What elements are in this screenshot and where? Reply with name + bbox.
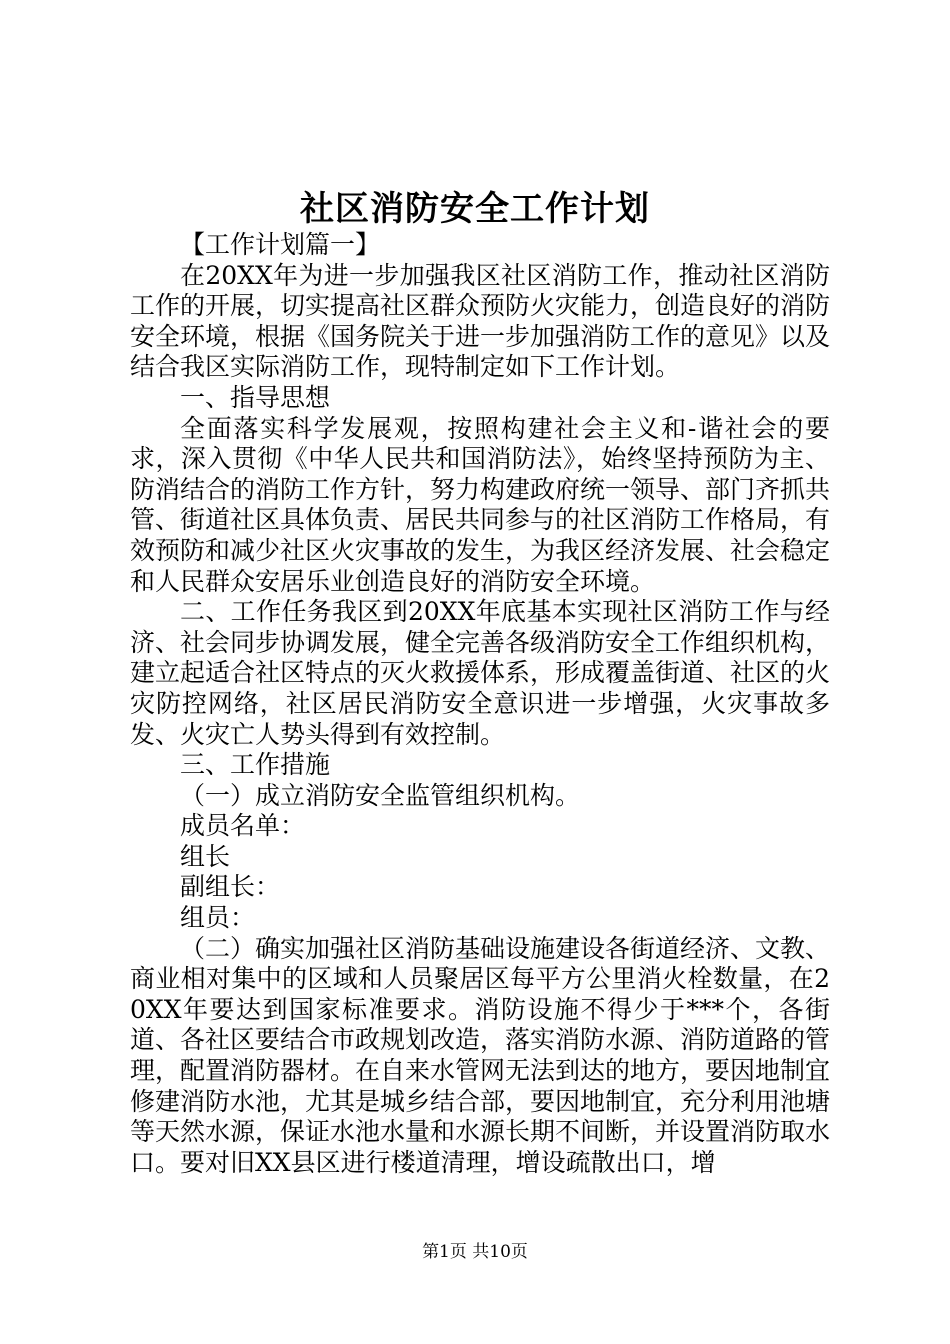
paragraph-work-tasks: 二、工作任务我区到20XX年底基本实现社区消防工作与经济、社会同步协调发展，健全完善各级消防安全工作组织机构，建立起适合社区特点的灭火救援体系，形成覆盖街道、社区的火灾防控网络，社区居民消防安全意识进一步增强，火灾事故多发、火灾亡人势头得到有效控制。: [130, 597, 831, 749]
heading-guiding-ideology: 一、指导思想: [180, 382, 331, 412]
team-member-label: 组员：: [180, 903, 256, 933]
document-title: 社区消防安全工作计划: [300, 189, 650, 229]
deputy-leader-label: 副组长：: [180, 872, 281, 902]
member-list-label: 成员名单：: [180, 811, 306, 841]
item-establish-organization: （一）成立消防安全监管组织机构。: [180, 780, 581, 810]
paragraph-guiding-ideology: 全面落实科学发展观，按照构建社会主义和-谐社会的要求，深入贯彻《中华人民共和国消防法》，始终坚持预防为主、防消结合的消防工作方针，努力构建政府统一领导、部门齐抓共管、街道社区具体负责、居民共同参与的社区消防工作格局，有效预防和减少社区火灾事故的发生，为我区经济发展、社会稳定和人民群众安居乐业创造良好的消防安全环境。: [130, 413, 831, 596]
section-heading-plan-part-one: 【工作计划篇一】: [180, 230, 381, 259]
page-number-footer: 第1页 共10页: [422, 1242, 528, 1262]
team-leader-label: 组长: [180, 841, 231, 871]
paragraph-introduction: 在20XX年为进一步加强我区社区消防工作，推动社区消防工作的开展，切实提高社区群众预防火灾能力，创造良好的消防安全环境，根据《国务院关于进一步加强消防工作的意见》以及结合我区实际消防工作，现特制定如下工作计划。: [130, 260, 831, 382]
document-body: [130, 230, 830, 1178]
heading-work-measures: 三、工作措施: [180, 750, 331, 780]
paragraph-infrastructure: （二）确实加强社区消防基础设施建设各街道经济、文教、商业相对集中的区域和人员聚居区每平方公里消火栓数量，在20XX年要达到国家标准要求。消防设施不得少于***个，各街道、各社区要结合市政规划改造，落实消防水源、消防道路的管理，配置消防器材。在自来水管网无法到达的地方，要因地制宜修建消防水池，尤其是城乡结合部，要因地制宜，充分利用池塘等天然水源，保证水池水量和水源长期不间断，并设置消防取水口。要对旧XX县区进行楼道清理，增设疏散出口，增: [130, 933, 831, 1177]
